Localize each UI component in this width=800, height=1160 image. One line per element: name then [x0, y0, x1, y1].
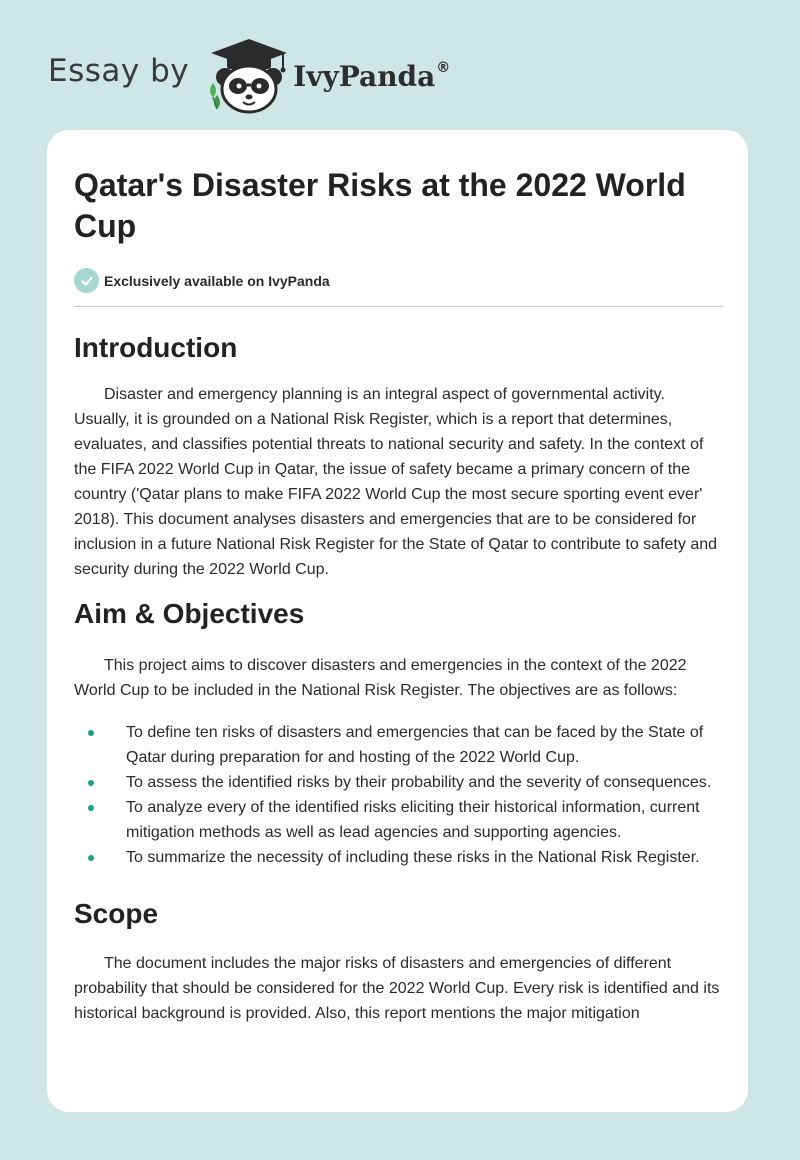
panda-logo-icon[interactable] — [203, 35, 289, 115]
list-item — [74, 720, 722, 770]
heading-aim-objectives: Aim & Objectives — [74, 598, 305, 629]
essay-title: Qatar's Disaster Risks at the 2022 World Cup — [74, 167, 686, 244]
list-item — [74, 770, 722, 795]
registered-mark: ® — [436, 59, 451, 76]
title-divider — [74, 306, 723, 307]
heading-scope: Scope — [74, 898, 159, 929]
aim-paragraph: This project aims to discover disasters and emergencies in the context of the 2022 World Cup to be included in the National Risk Register. The objectives are as follows: — [74, 657, 687, 699]
site-header — [48, 34, 450, 114]
check-icon — [74, 268, 99, 293]
objective-text: To summarize the necessity of including these risks in the National Risk Register. — [126, 849, 700, 866]
objective-text: To analyze every of the identified risks eliciting their historical information, current mitigation methods as well as lead agencies and supporting agencies. — [126, 799, 700, 841]
brand-name[interactable] — [293, 60, 450, 93]
exclusive-label: Exclusively available on IvyPanda — [104, 272, 330, 289]
objective-text: To define ten risks of disasters and emergencies that can be faced by the State of Qatar during preparation for and hosting of the 2022 World Cup. — [126, 724, 704, 766]
brand-text: IvyPanda — [293, 59, 436, 93]
bullet-icon — [88, 730, 94, 736]
list-item — [74, 795, 722, 845]
bullet-icon — [88, 855, 94, 861]
introduction-paragraph: Disaster and emergency planning is an integral aspect of governmental activity. Usually, it is grounded on a National Risk Register, which is a report that determines, evaluates, and classifies potential threats to national security and safety. In the context of the FIFA 2022 World Cup in Qatar, the issue of safety became a primary concern of the country ('Qatar plans to make FIFA 2022 World Cup the most secure sporting event ever' 2018). This document analyses disasters and emergencies that are to be considered for inclusion in a future National Risk Register for the State of Qatar to contribute to safety and security during the 2022 World Cup. — [74, 386, 718, 578]
objectives-list — [74, 720, 722, 870]
scope-paragraph: The document includes the major risks of disasters and emergencies of different probability that should be considered for the 2022 World Cup. Every risk is identified and its historical background is provided. Also, this report mentions the major mitigation — [74, 955, 720, 1022]
heading-introduction: Introduction — [74, 332, 238, 363]
exclusive-badge — [74, 268, 722, 293]
objective-text: To assess the identified risks by their probability and the severity of consequences. — [126, 774, 712, 791]
essay-card — [47, 130, 748, 1112]
bullet-icon — [88, 780, 94, 786]
bullet-icon — [88, 805, 94, 811]
list-item — [74, 845, 722, 870]
essay-by-label: Essay by — [48, 53, 190, 89]
